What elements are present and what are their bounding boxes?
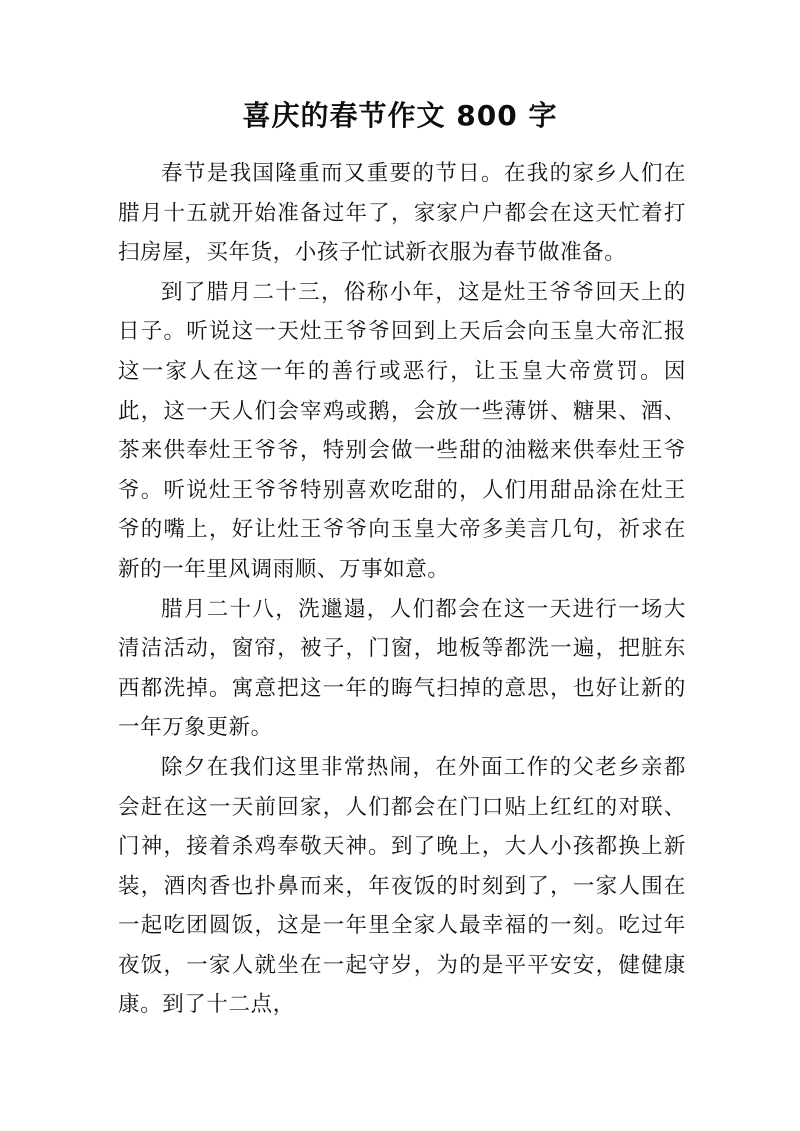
document-body bbox=[118, 154, 686, 1025]
paragraph-4: 除夕在我们这里非常热闹，在外面工作的父老乡亲都会赶在这一天前回家，人们都会在门口贴上红红的对联、门神，接着杀鸡奉敬天神。到了晚上，大人小孩都换上新装，酒肉香也扑鼻而来，年夜饭的时刻到了，一家人围在一起吃团圆饭，这是一年里全家人最幸福的一刻。吃过年夜饭，一家人就坐在一起守岁，为的是平平安安，健健康康。到了十二点， bbox=[118, 754, 686, 1018]
document-title: 喜庆的春节作文 800 字 bbox=[242, 99, 558, 132]
paragraph-3: 腊月二十八，洗邋遢，人们都会在这一天进行一场大清洁活动，窗帘，被子，门窗，地板等都洗一遍，把脏东西都洗掉。寓意把这一年的晦气扫掉的意思，也好让新的一年万象更新。 bbox=[118, 596, 686, 741]
paragraph-2: 到了腊月二十三，俗称小年，这是灶王爷爷回天上的日子。听说这一天灶王爷爷回到上天后会向玉皇大帝汇报这一家人在这一年的善行或恶行，让玉皇大帝赏罚。因此，这一天人们会宰鸡或鹅，会放一些薄饼、糖果、酒、茶来供奉灶王爷爷，特别会做一些甜的油糍来供奉灶王爷爷。听说灶王爷爷特别喜欢吃甜的，人们用甜品涂在灶王爷的嘴上，好让灶王爷爷向玉皇大帝多美言几句，祈求在新的一年里风调雨顺、万事如意。 bbox=[118, 279, 686, 582]
paragraph-1: 春节是我国隆重而又重要的节日。在我的家乡人们在腊月十五就开始准备过年了，家家户户都会在这天忙着打扫房屋，买年货，小孩子忙试新衣服为春节做准备。 bbox=[118, 161, 686, 266]
